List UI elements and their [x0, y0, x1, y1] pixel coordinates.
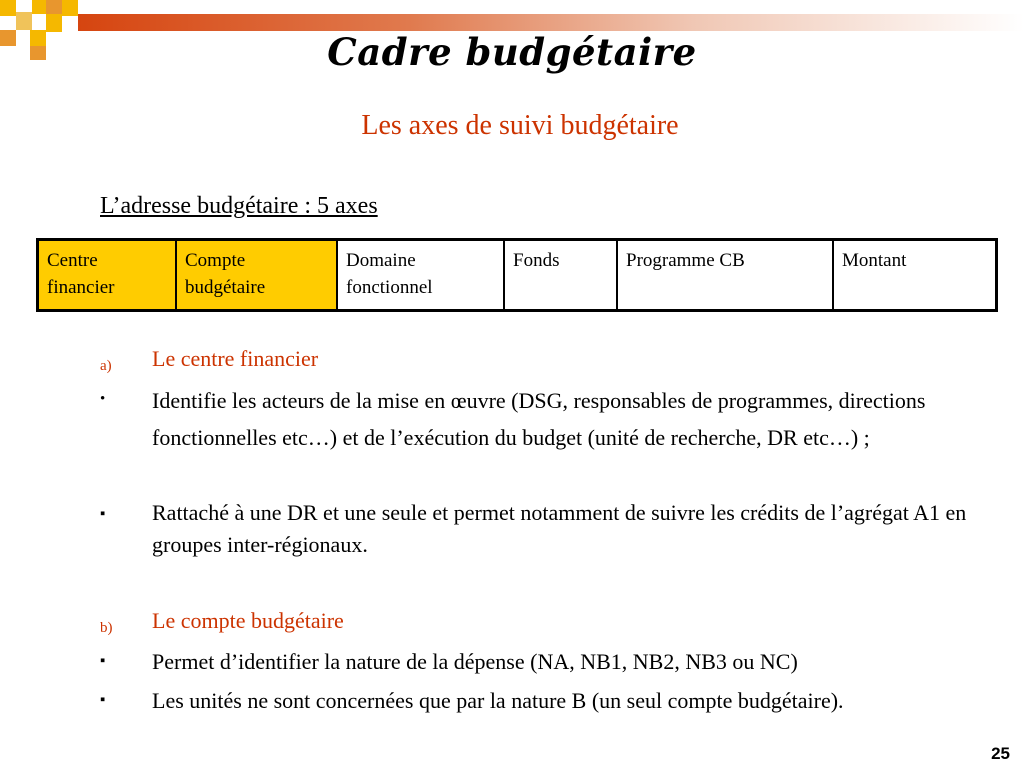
- slide-subtitle: Les axes de suivi budgétaire: [361, 110, 679, 141]
- slide-title: Cadre budgétaire: [327, 30, 697, 74]
- table-cell: Centre financier: [38, 240, 177, 311]
- bullet-icon: ▪: [100, 506, 106, 522]
- list-marker: b): [100, 620, 113, 636]
- bullet-text: Permet d’identifier la nature de la dépense (NA, NB1, NB2, NB3 ou NC): [152, 649, 798, 674]
- header-gradient-bar: [78, 14, 1024, 31]
- section-b-heading: Le compte budgétaire: [152, 608, 344, 633]
- list-marker: a): [100, 358, 112, 374]
- section-heading: L’adresse budgétaire : 5 axes: [100, 193, 378, 219]
- bullet-icon: ▪: [100, 653, 106, 669]
- bullet-text: Les unités ne sont concernées que par la nature B (un seul compte budgétaire).: [152, 688, 844, 713]
- page-number: 25: [991, 744, 1010, 763]
- bullet-icon: •: [100, 391, 106, 407]
- table-cell: Compte budgétaire: [176, 240, 337, 311]
- table-cell: Programme CB: [617, 240, 833, 311]
- bullet-text: Identifie les acteurs de la mise en œuvre (DSG, responsables de programmes, directions fonctionnelles etc…) et de l’exécution du budget (unité de recherche, DR etc…) ;: [152, 388, 926, 450]
- table-cell: Domaine fonctionnel: [337, 240, 504, 311]
- bullet-text: Rattaché à une DR et une seule et permet notamment de suivre les crédits de l’agrégat A1 en groupes inter-régionaux.: [152, 500, 967, 557]
- section-a-heading: Le centre financier: [152, 346, 319, 371]
- budget-address-table: [36, 238, 998, 312]
- table-cell: Montant: [833, 240, 997, 311]
- table-cell: Fonds: [504, 240, 617, 311]
- bullet-icon: ▪: [100, 692, 106, 708]
- table-row: [38, 240, 997, 311]
